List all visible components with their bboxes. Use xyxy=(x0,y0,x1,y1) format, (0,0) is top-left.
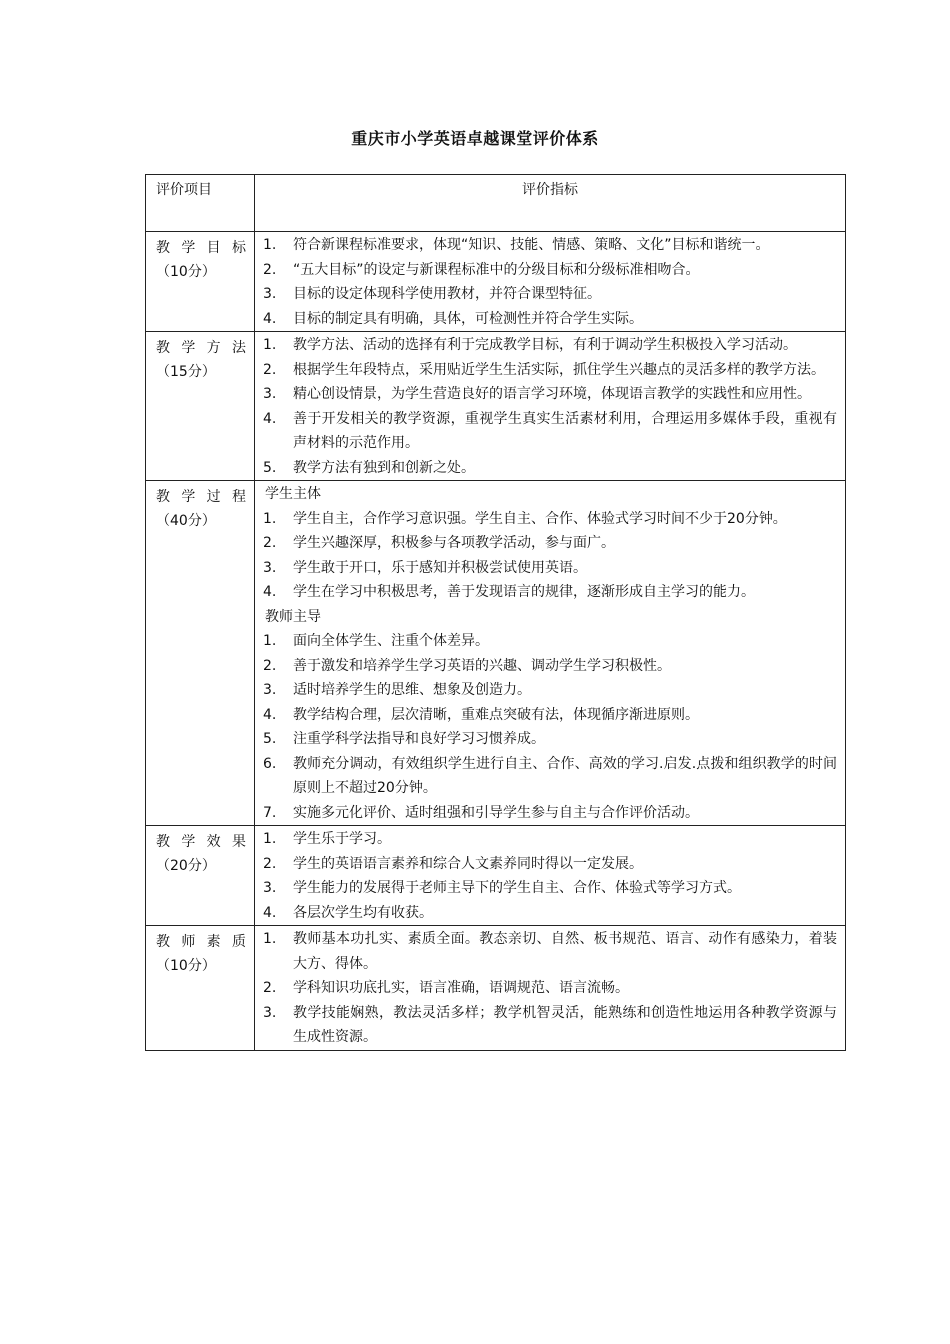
item-number: 1. xyxy=(263,633,277,649)
item-text: 实施多元化评价、适时组强和引导学生参与自主与合作评价活动。 xyxy=(293,804,699,821)
category-name: 教学目标 xyxy=(156,240,246,256)
item-text: 适时培养学生的思维、想象及创造力。 xyxy=(293,682,531,698)
category-score: （15分） xyxy=(156,364,216,380)
item-number: 1. xyxy=(263,510,277,527)
item-number: 1. xyxy=(263,237,277,253)
item-text: 目标的设定体现科学使用教材，并符合课型特征。 xyxy=(293,286,601,302)
list-item xyxy=(263,1001,837,1050)
list-item xyxy=(263,654,837,679)
item-number: 2. xyxy=(263,980,277,996)
category-name: 教学过程 xyxy=(156,489,246,505)
list-item xyxy=(263,927,837,976)
item-number: 1. xyxy=(263,831,277,847)
category-cell xyxy=(146,481,255,826)
item-number: 3. xyxy=(263,286,277,302)
item-text: 学生兴趣深厚，积极参与各项教学活动，参与面广。 xyxy=(293,535,615,551)
list-item xyxy=(263,456,837,481)
item-number: 3. xyxy=(263,880,277,896)
table-row xyxy=(146,481,846,826)
item-number: 6. xyxy=(263,755,277,772)
list-item xyxy=(263,358,837,383)
category-score: （10分） xyxy=(156,958,216,974)
item-text: 学生在学习中积极思考，善于发现语言的规律，逐渐形成自主学习的能力。 xyxy=(293,584,755,600)
item-number: 2. xyxy=(263,361,277,378)
indicator-cell xyxy=(255,332,846,481)
list-item xyxy=(263,407,837,456)
item-text: “五大目标”的设定与新课程标准中的分级目标和分级标准相吻合。 xyxy=(293,261,700,278)
item-number: 4. xyxy=(263,410,277,427)
item-text: 教学技能娴熟，教法灵活多样；教学机智灵活，能熟练和创造性地运用各种教学资源与生成性资源。 xyxy=(293,1004,837,1045)
item-text: 教学方法有独到和创新之处。 xyxy=(293,459,475,476)
list-item xyxy=(263,629,837,654)
item-number: 4. xyxy=(263,706,277,723)
table-row xyxy=(146,332,846,481)
item-number: 3. xyxy=(263,559,277,576)
category-cell xyxy=(146,926,255,1051)
evaluation-table xyxy=(145,174,846,1051)
item-number: 3. xyxy=(263,386,277,402)
item-text: 精心创设情景，为学生营造良好的语言学习环境，体现语言教学的实践性和应用性。 xyxy=(293,386,811,402)
item-text: 学生敢于开口，乐于感知并积极尝试使用英语。 xyxy=(293,559,587,576)
table-header-row xyxy=(146,175,846,232)
item-number: 2. xyxy=(263,657,277,674)
item-number: 4. xyxy=(263,904,277,921)
item-text: 教师充分调动，有效组织学生进行自主、合作、高效的学习.启发.点拨和组织教学的时间原则上不超过20分钟。 xyxy=(293,755,837,796)
header-evaluation-item: 评价项目 xyxy=(146,175,255,232)
item-text: 目标的制定具有明确，具体，可检测性并符合学生实际。 xyxy=(293,310,643,327)
category-name: 教学效果 xyxy=(156,834,246,850)
category-cell xyxy=(146,826,255,926)
list-item xyxy=(263,556,837,581)
list-item xyxy=(263,282,837,307)
item-number: 2. xyxy=(263,261,277,278)
indicator-cell xyxy=(255,826,846,926)
item-number: 1. xyxy=(263,931,277,947)
item-number: 5. xyxy=(263,459,277,476)
item-number: 2. xyxy=(263,855,277,872)
item-text: 各层次学生均有收获。 xyxy=(293,904,433,921)
item-number: 5. xyxy=(263,731,277,747)
item-number: 2. xyxy=(263,535,277,551)
category-name: 教师素质 xyxy=(156,934,246,950)
item-number: 4. xyxy=(263,584,277,600)
document-title: 重庆市小学英语卓越课堂评价体系 xyxy=(351,129,599,148)
list-item xyxy=(263,258,837,283)
group-subtitle: 教师主导 xyxy=(265,608,321,625)
list-item xyxy=(263,307,837,332)
item-text: 善于激发和培养学生学习英语的兴趣、调动学生学习积极性。 xyxy=(293,657,671,674)
list-item xyxy=(263,531,837,556)
table-row xyxy=(146,926,846,1051)
item-text: 学生的英语语言素养和综合人文素养同时得以一定发展。 xyxy=(293,855,643,872)
category-name: 教学方法 xyxy=(156,340,246,356)
category-cell xyxy=(146,232,255,332)
list-item xyxy=(263,752,837,801)
list-item xyxy=(263,901,837,926)
item-number: 7. xyxy=(263,804,277,821)
item-text: 教学方法、活动的选择有利于完成教学目标，有利于调动学生积极投入学习活动。 xyxy=(293,337,797,353)
category-score: （40分） xyxy=(156,513,216,529)
table-row xyxy=(146,826,846,926)
list-item xyxy=(263,876,837,901)
header-evaluation-indicator: 评价指标 xyxy=(255,175,846,232)
item-number: 3. xyxy=(263,1004,277,1021)
item-text: 教师基本功扎实、素质全面。教态亲切、自然、板书规范、语言、动作有感染力，着装大方、得体。 xyxy=(293,931,837,972)
indicator-cell xyxy=(255,481,846,826)
list-item xyxy=(263,852,837,877)
table-row xyxy=(146,232,846,332)
indicator-cell xyxy=(255,926,846,1051)
category-cell xyxy=(146,332,255,481)
item-number: 3. xyxy=(263,682,277,698)
group-subtitle: 学生主体 xyxy=(265,486,321,502)
list-item xyxy=(263,976,837,1001)
item-text: 教学结构合理，层次清晰，重难点突破有法，体现循序渐进原则。 xyxy=(293,706,699,723)
list-item xyxy=(263,233,837,258)
item-text: 学生能力的发展得于老师主导下的学生自主、合作、体验式等学习方式。 xyxy=(293,880,741,896)
item-text: 学科知识功底扎实，语言准确，语调规范、语言流畅。 xyxy=(293,980,629,996)
item-text: 符合新课程标准要求，体现“知识、技能、情感、策略、文化”目标和谐统一。 xyxy=(293,237,770,253)
list-item xyxy=(263,507,837,532)
list-item xyxy=(263,801,837,826)
indicator-cell xyxy=(255,232,846,332)
item-number: 4. xyxy=(263,310,277,327)
list-item xyxy=(263,333,837,358)
list-item xyxy=(263,727,837,752)
item-text: 面向全体学生、注重个体差异。 xyxy=(293,633,489,649)
item-number: 1. xyxy=(263,337,277,353)
item-text: 根据学生年段特点，采用贴近学生生活实际，抓住学生兴趣点的灵活多样的教学方法。 xyxy=(293,361,825,378)
list-item xyxy=(263,580,837,605)
list-item xyxy=(263,382,837,407)
item-text: 学生自主，合作学习意识强。学生自主、合作、体验式学习时间不少于20分钟。 xyxy=(293,510,787,527)
item-text: 注重学科学法指导和良好学习习惯养成。 xyxy=(293,731,545,747)
category-score: （10分） xyxy=(156,264,216,280)
item-text: 善于开发相关的教学资源，重视学生真实生活素材利用，合理运用多媒体手段，重视有声材料的示范作用。 xyxy=(293,410,837,451)
list-item xyxy=(263,703,837,728)
item-text: 学生乐于学习。 xyxy=(293,831,391,847)
list-item xyxy=(263,827,837,852)
list-item xyxy=(263,678,837,703)
category-score: （20分） xyxy=(156,858,216,874)
